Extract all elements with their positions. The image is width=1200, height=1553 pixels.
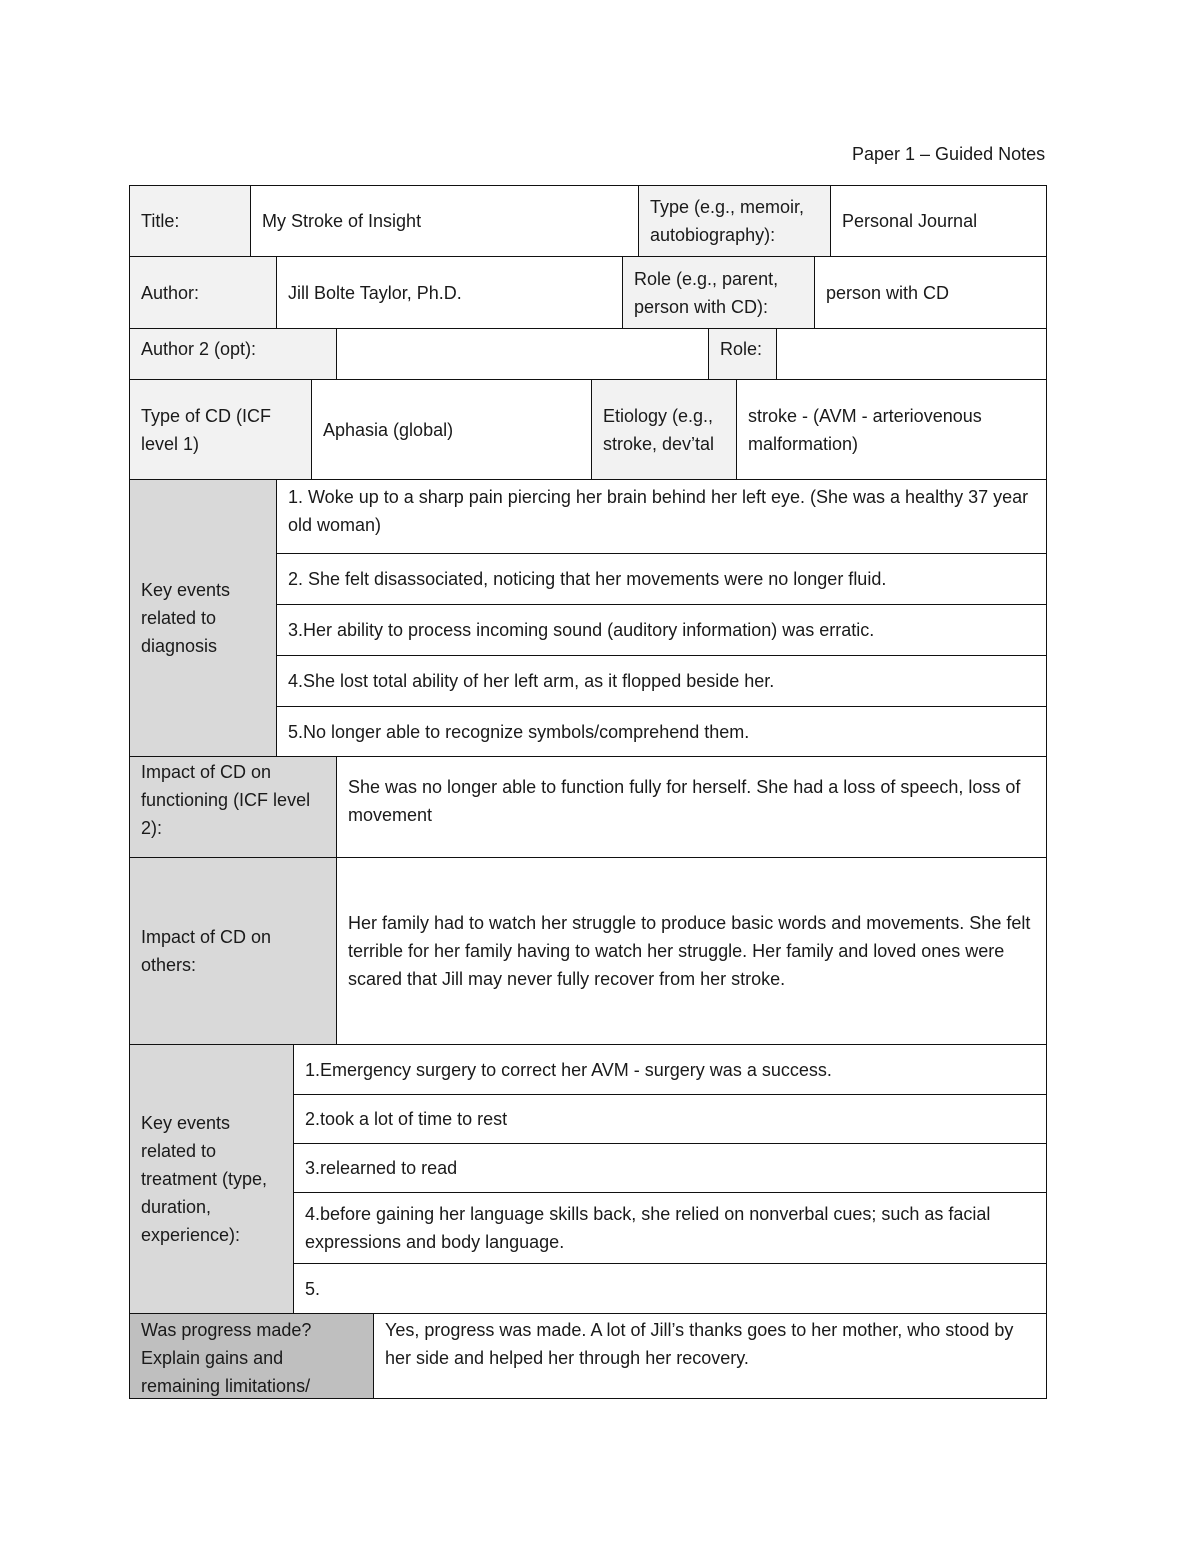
cd-type-label: Type of CD (ICF level 1) (129, 379, 312, 480)
cd-type-value: Aphasia (global) (311, 379, 592, 480)
author-value: Jill Bolte Taylor, Ph.D. (276, 256, 623, 329)
title-label: Title: (129, 185, 251, 257)
impact-functioning-label: Impact of CD on functioning (ICF level 2): (129, 756, 337, 858)
author-label: Author: (129, 256, 277, 329)
role-value: person with CD (814, 256, 1047, 329)
progress-label: Was progress made? Explain gains and remaining limitations/ (129, 1313, 374, 1399)
etiology-label: Etiology (e.g., stroke, dev’tal (591, 379, 737, 480)
impact-functioning-value: She was no longer able to function fully for herself. She had a loss of speech, loss of movement (336, 756, 1047, 858)
title-value: My Stroke of Insight (250, 185, 639, 257)
treatment-event-4: 4.before gaining her language skills back, she relied on nonverbal cues; such as facial expressions and body language. (293, 1192, 1047, 1264)
treatment-event-5: 5. (293, 1263, 1047, 1314)
role2-value (776, 328, 1047, 380)
diagnosis-label: Key events related to diagnosis (129, 479, 277, 757)
treatment-event-2: 2.took a lot of time to rest (293, 1094, 1047, 1144)
treatment-label: Key events related to treatment (type, duration, experience): (129, 1044, 294, 1314)
treatment-event-3: 3.relearned to read (293, 1143, 1047, 1193)
role2-label: Role: (708, 328, 777, 380)
author2-label: Author 2 (opt): (129, 328, 337, 380)
diagnosis-event-1: 1. Woke up to a sharp pain piercing her brain behind her left eye. (She was a healthy 37 year old woman) (276, 479, 1047, 554)
type-value: Personal Journal (830, 185, 1047, 257)
impact-others-label: Impact of CD on others: (129, 857, 337, 1045)
diagnosis-event-4: 4.She lost total ability of her left arm, as it flopped beside her. (276, 655, 1047, 707)
type-label: Type (e.g., memoir, autobiography): (638, 185, 831, 257)
etiology-value: stroke - (AVM - arteriovenous malformation) (736, 379, 1047, 480)
impact-others-value: Her family had to watch her struggle to produce basic words and movements. She felt terrible for her family having to watch her struggle. Her family and loved ones were scared that Jill may never fully recover from her stroke. (336, 857, 1047, 1045)
diagnosis-event-5: 5.No longer able to recognize symbols/comprehend them. (276, 706, 1047, 757)
author2-value (336, 328, 709, 380)
role-label: Role (e.g., parent, person with CD): (622, 256, 815, 329)
treatment-event-1: 1.Emergency surgery to correct her AVM - surgery was a success. (293, 1044, 1047, 1095)
page-header: Paper 1 – Guided Notes (852, 144, 1046, 164)
progress-value: Yes, progress was made. A lot of Jill’s thanks goes to her mother, who stood by her side and helped her through her recovery. (373, 1313, 1047, 1399)
diagnosis-event-3: 3.Her ability to process incoming sound (auditory information) was erratic. (276, 604, 1047, 656)
diagnosis-event-2: 2. She felt disassociated, noticing that her movements were no longer fluid. (276, 553, 1047, 605)
